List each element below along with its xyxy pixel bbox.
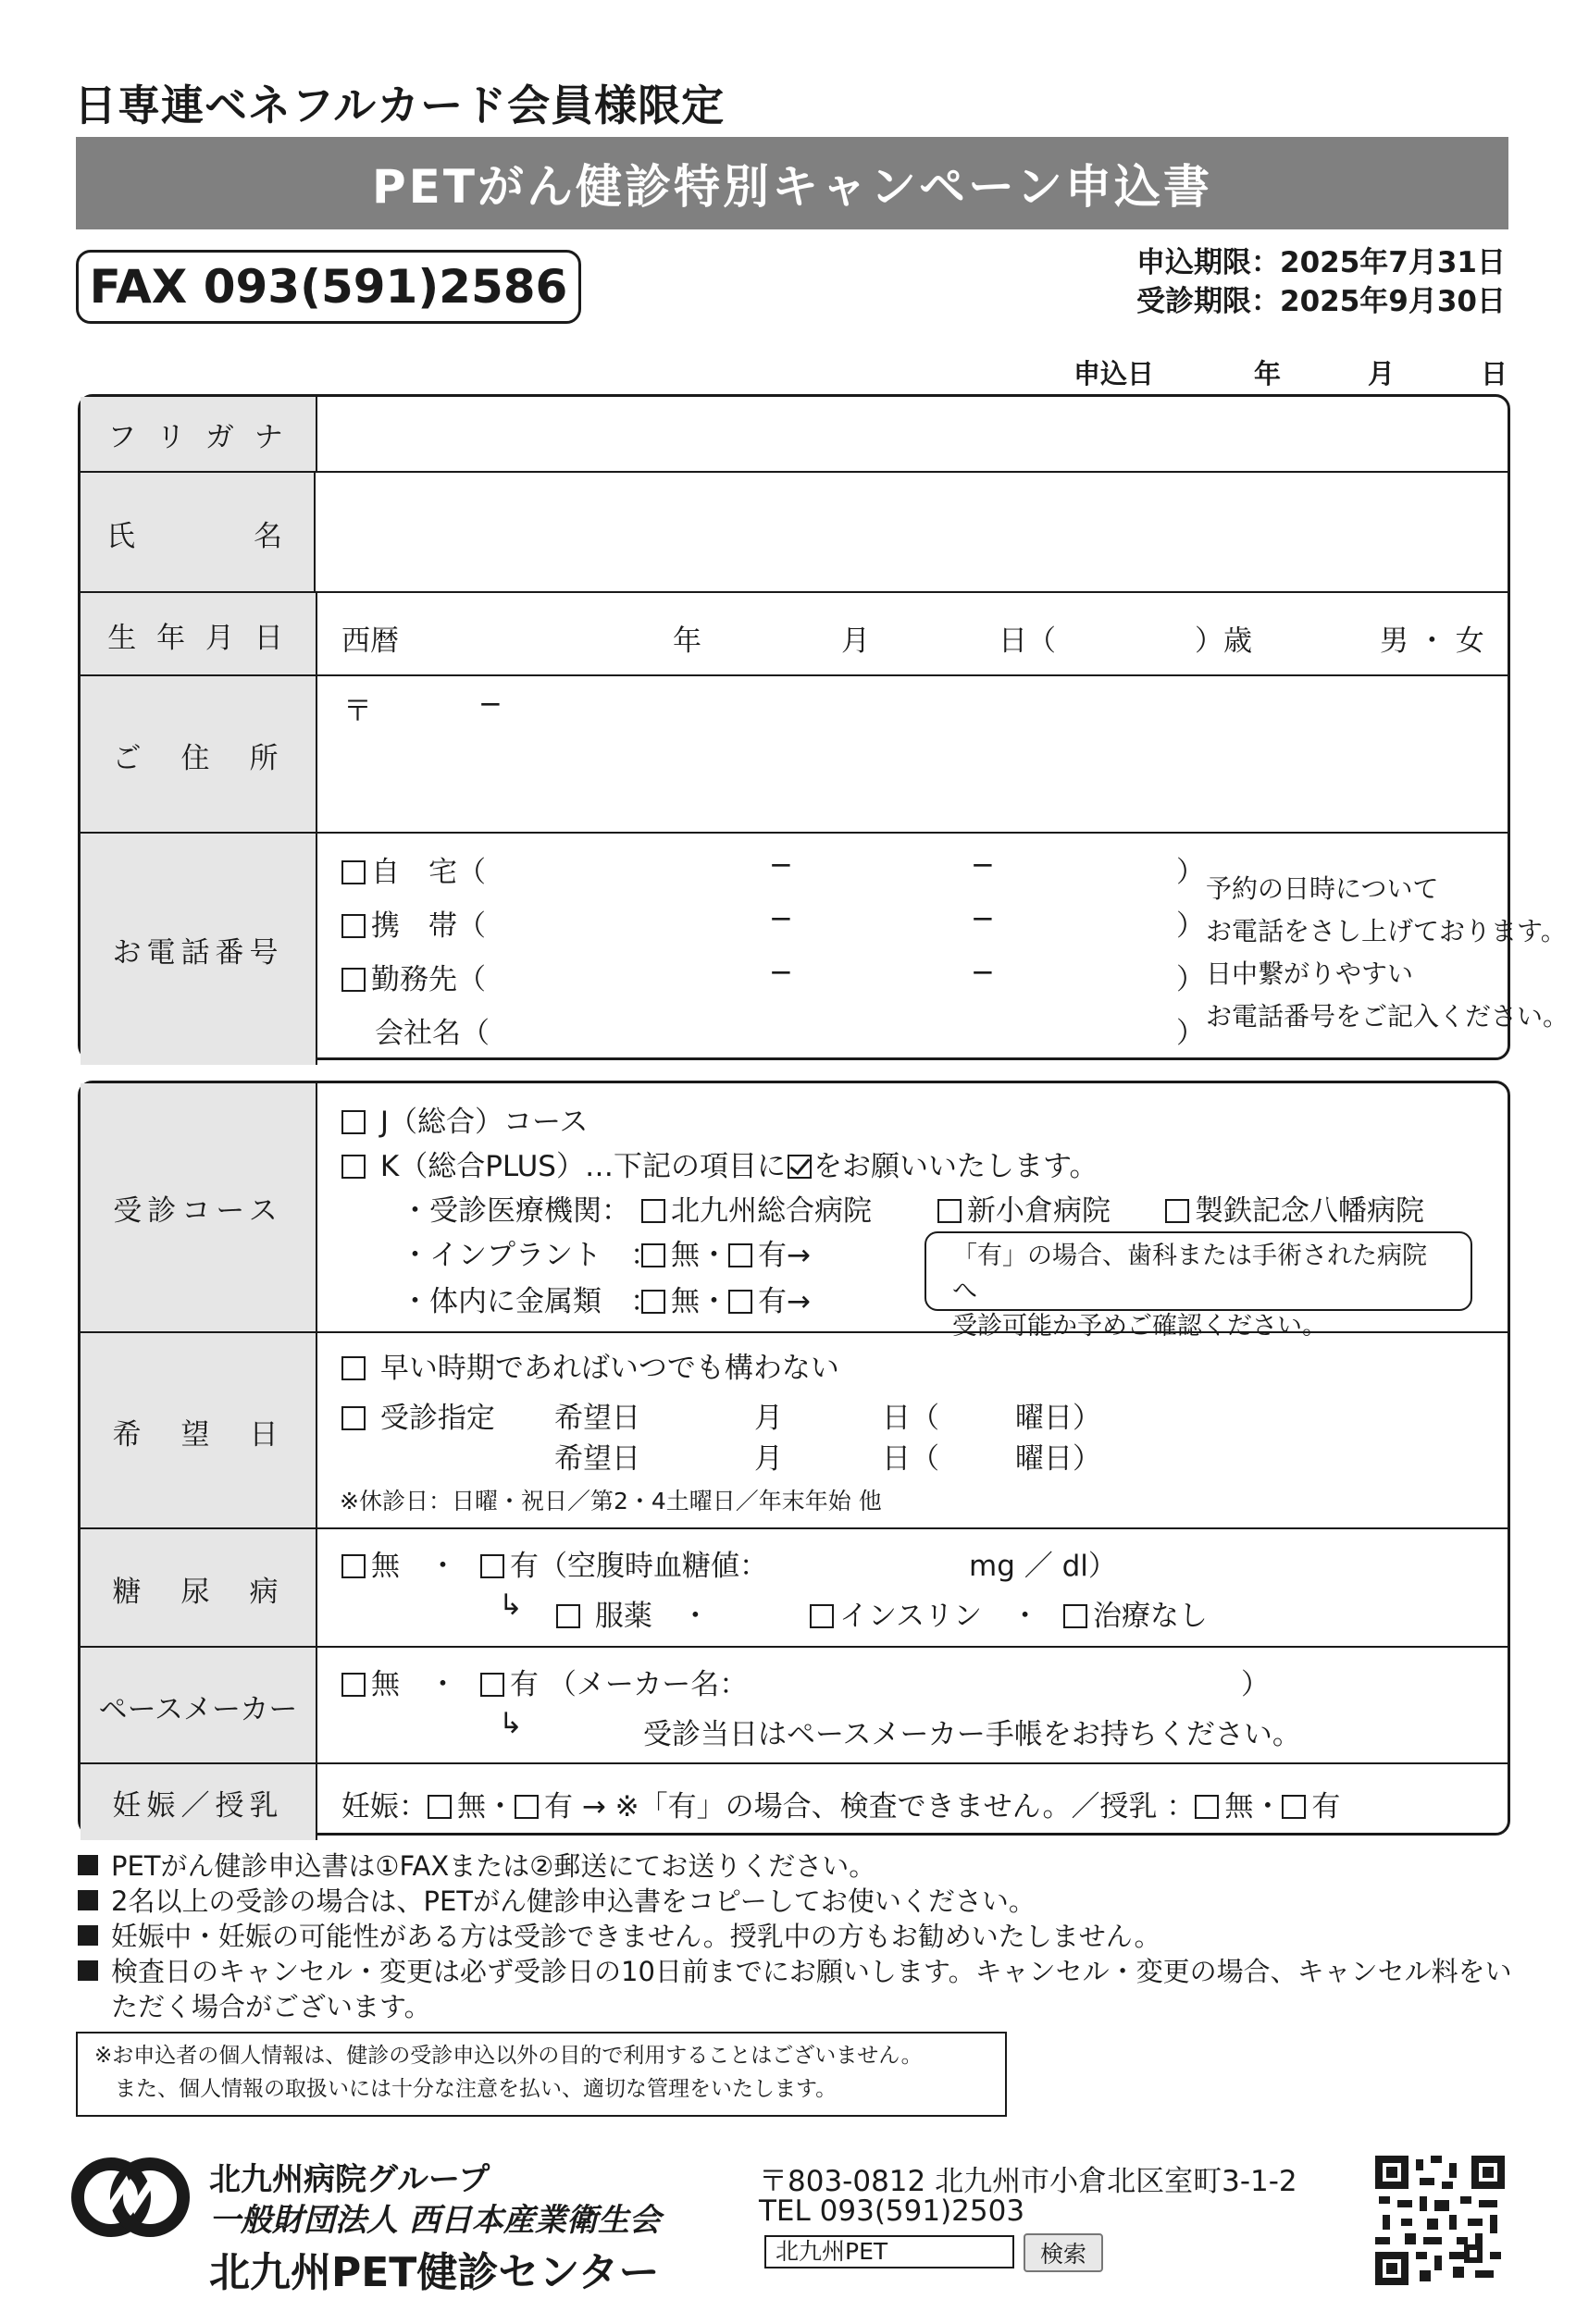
notice-text: 検査日のキャンセル・変更は必ず受診日の10日前までにお願いします。キャンセル・変更の場合、キャンセル料をいただく場合がございます。 [111, 1956, 1512, 2022]
pregnancy-text: 妊娠： [341, 1790, 428, 1823]
blood-sugar-unit: mg ／ dl） [969, 1550, 1117, 1583]
birth-month-unit: 月 [841, 624, 870, 658]
wish-date-2-month: 月 [754, 1442, 783, 1476]
pregnancy-yes-label: 有 → ※「有」の場合、検査できません。／授乳 ： [544, 1790, 1196, 1823]
pregnancy-yes-checkbox[interactable] [515, 1795, 539, 1819]
phone-note-line-1: 予約の日時について [1206, 873, 1439, 904]
pacemaker-yes-option[interactable] [480, 1661, 748, 1702]
diabetes-yes-label: 有（空腹時血糖値： [510, 1550, 768, 1583]
group-name: 北九州病院グループ [209, 2161, 490, 2198]
wish-date-2-weekday: 曜日） [1015, 1442, 1101, 1476]
mobile-phone-dash-2: − [971, 902, 995, 935]
form-title: PETがん健診特別キャンペーン申込書 [76, 137, 1508, 229]
pregnancy-none-label: 無・ [457, 1790, 515, 1823]
facility-option-3[interactable] [1165, 1187, 1424, 1229]
notice-item [78, 1884, 1521, 1919]
bullet-square-icon [78, 1890, 98, 1910]
implant-yes-label: 有→ [758, 1239, 811, 1272]
apply-deadline: 申込期限：2025年7月31日 [1136, 246, 1506, 279]
facility-label: ・受診医療機関： [401, 1194, 630, 1228]
implant-yes-checkbox[interactable] [728, 1243, 752, 1267]
phone-work[interactable] [341, 956, 486, 997]
name-label [81, 473, 316, 593]
pregnancy-row [81, 1762, 1508, 1840]
facility-option-1[interactable] [641, 1187, 872, 1229]
work-phone-dash-2: − [971, 956, 995, 989]
phone-note-line-2: お電話をさし上げております。 [1206, 916, 1567, 946]
home-phone-dash-2: − [971, 848, 995, 882]
diabetes-yes-option[interactable] [480, 1542, 768, 1584]
holiday-note: ※休診日：日曜・祝日／第2・4土曜日／年末年始 他 [340, 1488, 882, 1514]
course-k-label: K（総合PLUS）…下記の項目に [379, 1150, 786, 1183]
pacemaker-row [81, 1646, 1508, 1764]
wish-date-2-day: 日（ [882, 1442, 939, 1476]
birthdate-label: 生 年 月 日 [81, 593, 317, 676]
facility-2-checkbox[interactable] [937, 1199, 962, 1223]
course-j-label: J（総合）コース [379, 1106, 589, 1139]
name-input[interactable] [316, 473, 1508, 593]
phone-home[interactable] [341, 848, 486, 890]
course-j-option[interactable] [341, 1098, 588, 1140]
address-row [81, 674, 1508, 834]
age-unit: ）歳 [1195, 624, 1252, 658]
implant-none-label: 無 [671, 1239, 700, 1272]
center-address: 〒803-0812 北九州市小倉北区室町3-1-2 [759, 2165, 1297, 2198]
course-k-option[interactable] [341, 1143, 1098, 1184]
metal-none-label: 無 [671, 1285, 700, 1318]
exam-info-form [78, 1081, 1510, 1836]
birthdate-input[interactable] [316, 593, 1508, 676]
pacemaker-label: ペースメーカー [81, 1648, 317, 1764]
center-name: 北九州PET健診センター [209, 2249, 660, 2296]
check-mark-example-icon [788, 1155, 812, 1179]
wish-date-2-label: 希望日 [554, 1442, 640, 1476]
application-month-label: 月 [1368, 358, 1396, 389]
birth-era: 西暦 [341, 624, 399, 658]
notice-text: PETがん健診申込書は①FAXまたは②郵送にてお送りください。 [111, 1850, 876, 1882]
diabetes-options [316, 1529, 1508, 1648]
insulin-checkbox[interactable] [810, 1604, 834, 1628]
furigana-input[interactable] [316, 397, 1508, 471]
pacemaker-yes-label: 有 （メーカー名： [510, 1668, 749, 1701]
wish-specified-option[interactable] [341, 1394, 495, 1436]
home-phone-label: 自 宅（ [371, 856, 486, 889]
diabetes-yes-checkbox[interactable] [480, 1554, 504, 1578]
furigana-label: フ リ ガ ナ [81, 397, 317, 471]
course-j-checkbox[interactable] [341, 1110, 366, 1134]
course-label: 受診コース [81, 1083, 317, 1331]
fax-number: FAX 093(591)2586 [76, 250, 581, 324]
notice-text: 妊娠中・妊娠の可能性がある方は受診できません。授乳中の方もお勧めいたしません。 [111, 1921, 1161, 1952]
mobile-phone-checkbox[interactable] [341, 914, 366, 938]
company-close: ） [1176, 1017, 1205, 1050]
phone-note-line-4: お電話番号をご記入ください。 [1206, 1001, 1570, 1032]
privacy-line-1: ※お申込者の個人情報は、健診の受診申込以外の目的で利用することはございません。 [94, 2044, 923, 2068]
medication-checkbox[interactable] [556, 1604, 580, 1628]
pacemaker-branch-arrow-icon: ↳ [499, 1707, 523, 1740]
furigana-row [81, 397, 1508, 471]
wish-specified-label: 受診指定 [379, 1402, 495, 1435]
phone-mobile[interactable] [341, 902, 486, 944]
metal-label: ・体内に金属類 ： [401, 1285, 659, 1318]
diabetes-row [81, 1527, 1508, 1648]
pacemaker-close: ） [1241, 1668, 1270, 1701]
wish-date-1-label: 希望日 [554, 1402, 640, 1435]
foundation-name: 一般財団法人 西日本産業衛生会 [209, 2202, 661, 2239]
exam-deadline: 受診期限：2025年9月30日 [1136, 285, 1506, 318]
wish-date-1-weekday: 曜日） [1015, 1402, 1101, 1435]
metal-separator: ・ [700, 1285, 728, 1318]
notice-item [78, 1848, 1521, 1884]
diabetes-label: 糖 尿 病 [81, 1529, 317, 1648]
metal-yes-checkbox[interactable] [728, 1290, 752, 1314]
personal-info-form [78, 394, 1570, 1060]
wish-specified-checkbox[interactable] [341, 1406, 366, 1430]
bullet-square-icon [78, 1855, 98, 1875]
phone-fields [316, 834, 1570, 1065]
branch-arrow-icon: ↳ [499, 1588, 523, 1622]
course-options [316, 1083, 1508, 1341]
campaign-audience-heading: 日専連ベネフルカード会員様限定 [74, 80, 726, 130]
work-phone-label: 勤務先（ [371, 963, 486, 996]
wish-any-label: 早い時期であればいつでも構わない [379, 1352, 839, 1385]
wish-date-options [316, 1333, 1508, 1529]
wish-date-row [81, 1331, 1508, 1529]
search-input[interactable]: 北九州PET [764, 2235, 1014, 2268]
address-input[interactable] [316, 676, 1508, 834]
application-year-label: 年 [1254, 358, 1282, 389]
implant-note-line-1: 「有」の場合、歯科または手術された病院へ [952, 1242, 1427, 1305]
metal-none-checkbox[interactable] [641, 1290, 665, 1314]
metal-options [641, 1278, 811, 1319]
wish-date-label: 希 望 日 [81, 1333, 317, 1529]
mobile-phone-close: ） [1176, 909, 1205, 943]
diabetes-none-checkbox[interactable] [341, 1554, 366, 1578]
implant-note-line-2: 受診可能か予めご確認ください。 [952, 1312, 1327, 1341]
implant-options [641, 1231, 811, 1273]
wish-date-1-day: 日（ [882, 1402, 939, 1435]
home-phone-close: ） [1176, 856, 1205, 889]
privacy-line-2: また、個人情報の取扱いには十分な注意を払い、適切な管理をいたします。 [115, 2077, 838, 2101]
birth-day-unit: 日（ [999, 624, 1056, 658]
postal-mark: 〒 [343, 695, 372, 728]
bullet-square-icon [78, 1925, 98, 1946]
implant-separator: ・ [700, 1239, 728, 1272]
privacy-notice [76, 2032, 1007, 2117]
notice-list [78, 1848, 1521, 2024]
home-phone-checkbox[interactable] [341, 860, 366, 884]
pacemaker-none-checkbox[interactable] [341, 1673, 366, 1697]
notice-item [78, 1919, 1521, 1954]
phone-note-line-3: 日中繋がりやすい [1206, 958, 1414, 989]
company-name-label: 会社名（ [375, 1017, 490, 1050]
pacemaker-yes-checkbox[interactable] [480, 1673, 504, 1697]
diabetes-none-option[interactable] [341, 1542, 457, 1584]
phone-row [81, 832, 1570, 1065]
qr-code-icon [1375, 2156, 1505, 2285]
pregnancy-none-checkbox[interactable] [428, 1795, 452, 1819]
facility-3-checkbox[interactable] [1165, 1199, 1189, 1223]
pregnancy-line [341, 1783, 1340, 1824]
work-phone-close: ） [1176, 963, 1205, 996]
name-label-first: 氏 [106, 519, 141, 553]
application-day-label: 日 [1481, 358, 1508, 389]
work-phone-checkbox[interactable] [341, 968, 366, 992]
phone-label: お電話番号 [81, 834, 317, 1065]
birthdate-row [81, 591, 1508, 676]
gender-choice[interactable]: 男 ・ 女 [1380, 624, 1484, 658]
implant-metal-note [925, 1231, 1472, 1341]
mobile-phone-dash-1: − [769, 902, 793, 935]
search-button[interactable]: 検索 [1024, 2233, 1103, 2272]
postal-dash: − [478, 687, 503, 721]
bullet-square-icon [78, 1960, 98, 1981]
pacemaker-none-label: 無 ・ [371, 1668, 457, 1701]
pacemaker-none-option[interactable] [341, 1661, 457, 1702]
pregnancy-label: 妊娠／授乳 [81, 1764, 317, 1840]
nursing-yes-label: 有 [1311, 1790, 1341, 1823]
facility-3-label: 製鉄記念八幡病院 [1195, 1194, 1424, 1228]
birth-year-unit: 年 [673, 624, 701, 658]
course-row [81, 1083, 1508, 1341]
facility-1-checkbox[interactable] [641, 1199, 665, 1223]
no-treatment-checkbox[interactable] [1063, 1604, 1087, 1628]
course-k-checkbox[interactable] [341, 1155, 366, 1179]
hospital-group-logo-icon [70, 2156, 189, 2239]
facility-2-label: 新小倉病院 [967, 1194, 1111, 1228]
facility-1-label: 北九州総合病院 [671, 1194, 872, 1228]
application-date-label: 申込日 [1073, 358, 1155, 389]
no-treatment-label: 治療なし [1093, 1600, 1208, 1633]
address-label: ご 住 所 [81, 676, 317, 834]
pregnancy-options [316, 1764, 1508, 1840]
insulin-option[interactable] [810, 1592, 1039, 1634]
no-treatment-option[interactable] [1063, 1592, 1208, 1634]
center-tel: TEL 093(591)2503 [759, 2194, 1025, 2228]
mobile-phone-label: 携 帯（ [371, 909, 486, 943]
facility-option-2[interactable] [937, 1187, 1111, 1229]
notice-item [78, 1954, 1521, 2024]
pacemaker-note: 受診当日はペースメーカー手帳をお持ちください。 [643, 1718, 1301, 1751]
course-k-label-suffix: をお願いいたします。 [813, 1150, 1098, 1183]
implant-none-checkbox[interactable] [641, 1243, 665, 1267]
medication-label: 服薬 ・ [594, 1600, 710, 1633]
insulin-label: インスリン ・ [839, 1600, 1040, 1633]
notice-text: 2名以上の受診の場合は、PETがん健診申込書をコピーしてお使いください。 [111, 1885, 1036, 1917]
implant-label: ・インプラント ： [401, 1239, 659, 1272]
name-label-second: 名 [254, 519, 288, 553]
nursing-yes-checkbox[interactable] [1282, 1795, 1306, 1819]
wish-any-option[interactable] [341, 1344, 839, 1386]
diabetes-none-label: 無 ・ [371, 1550, 457, 1583]
wish-date-1-month: 月 [754, 1402, 783, 1435]
home-phone-dash-1: − [769, 848, 793, 882]
nursing-none-label: 無・ [1224, 1790, 1283, 1823]
pacemaker-options [316, 1648, 1508, 1764]
nursing-none-checkbox[interactable] [1195, 1795, 1219, 1819]
medication-option[interactable] [556, 1592, 710, 1634]
wish-any-checkbox[interactable] [341, 1356, 366, 1380]
work-phone-dash-1: − [769, 956, 793, 989]
name-row [81, 471, 1508, 593]
metal-yes-label: 有→ [758, 1285, 811, 1318]
